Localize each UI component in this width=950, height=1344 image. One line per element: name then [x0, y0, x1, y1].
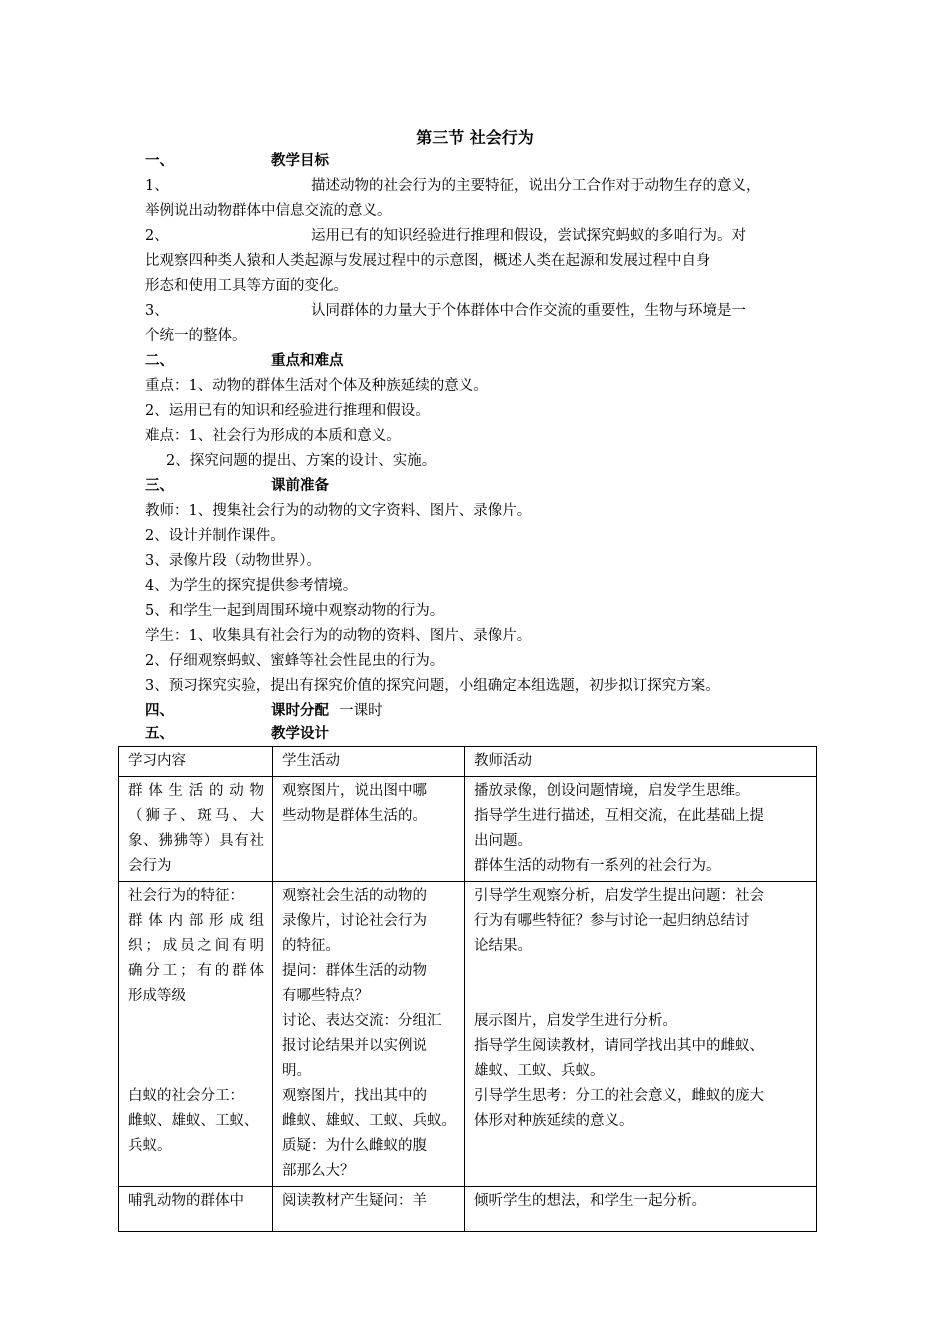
section-heading-3: 三、 课前准备 — [145, 478, 329, 494]
goal-3: 3、 认同群体的力量大于个体群体中合作交流的重要性，生物与环境是一 — [145, 303, 746, 319]
goal-2-cont2: 形态和使用工具等方面的变化。 — [145, 278, 348, 294]
prep-item: 3、预习探究实验，提出有探究价值的探究问题，小组确定本组选题，初步拟订探究方案。 — [145, 678, 720, 694]
teacher-cell: 倾听学生的想法，和学生一起分析。 — [465, 1187, 817, 1232]
difficult-point: 难点：1、社会行为形成的本质和意义。 — [145, 428, 401, 444]
key-point: 2、运用已有的知识和经验进行推理和假设。 — [145, 403, 430, 419]
section-heading-1: 一、 教学目标 — [145, 153, 329, 169]
teacher-cell: 播放录像，创设问题情境，启发学生思维。 指导学生进行描述，互相交流，在此基础上提 出问题。 群体生活的动物有一系列的社会行为。 — [465, 777, 817, 882]
key-point: 重点：1、动物的群体生活对个体及种族延续的意义。 — [145, 378, 488, 394]
goal-1: 1、 描述动物的社会行为的主要特征，说出分工合作对于动物生存的意义， — [145, 178, 761, 194]
section-heading-5: 五、 教学设计 — [145, 726, 329, 742]
difficult-point: 2、探究问题的提出、方案的设计、实施。 — [166, 453, 437, 469]
student-cell: 观察图片，说出图中哪 些动物是群体生活的。 — [273, 777, 465, 882]
content-cell: 群体生活的动物 （狮子、斑马、大 象、狒狒等）具有社 会行为 — [119, 777, 273, 882]
prep-item: 3、录像片段（动物世界）。 — [145, 553, 321, 569]
content-cell: 社会行为的特征： 群体内部形成组 织；成员之间有明 确分工；有的群体 形成等级 白蚁的社会分工： 雌蚁、雄蚁、工蚁、 兵蚁。 — [119, 882, 273, 1187]
header-cell: 学习内容 — [119, 747, 273, 777]
table-row — [119, 777, 817, 882]
table-row — [119, 882, 817, 1187]
prep-item: 4、为学生的探究提供参考情境。 — [145, 578, 358, 594]
section-heading-4: 四、 课时分配 一课时 — [145, 703, 383, 719]
prep-item: 2、设计并制作课件。 — [145, 528, 285, 544]
header-cell: 教师活动 — [465, 747, 817, 777]
table-header-row — [119, 747, 817, 777]
class-hours: 一课时 — [339, 703, 383, 719]
goal-2-cont: 比观察四种类人猿和人类起源与发展过程中的示意图，概述人类在起源和发展过程中自身 — [145, 253, 711, 269]
prep-item: 5、和学生一起到周围环境中观察动物的行为。 — [145, 603, 445, 619]
prep-item: 教师：1、搜集社会行为的动物的文字资料、图片、录像片。 — [145, 503, 532, 519]
page-title: 第三节 社会行为 — [416, 128, 534, 147]
goal-3-cont: 个统一的整体。 — [145, 328, 247, 344]
prep-item: 学生：1、收集具有社会行为的动物的资料、图片、录像片。 — [145, 628, 532, 644]
table-row — [119, 1187, 817, 1232]
content-cell: 哺乳动物的群体中 — [119, 1187, 273, 1232]
section-heading-2: 二、 重点和难点 — [145, 353, 344, 369]
header-cell: 学生活动 — [273, 747, 465, 777]
teacher-cell: 引导学生观察分析，启发学生提出问题：社会 行为有哪些特征？参与讨论一起归纳总结讨 论结果。 展示图片，启发学生进行分析。 指导学生阅读教材，请同学找出其中的雌蚁、 雄蚁、工蚁、兵蚁。 引导学生思考：分工的社会意义，雌蚁的庞大 体形对种族延续的意义。 — [465, 882, 817, 1187]
prep-item: 2、仔细观察蚂蚁、蜜蜂等社会性昆虫的行为。 — [145, 653, 445, 669]
student-cell: 观察社会生活的动物的 录像片，讨论社会行为 的特征。 提问：群体生活的动物 有哪些特点？ 讨论、表达交流：分组汇 报讨论结果并以实例说 明。 观察图片，找出其中的 雌蚁、雄蚁、工蚁、兵蚁。 质疑：为什么雌蚁的腹 部那么大？ — [273, 882, 465, 1187]
student-cell: 阅读教材产生疑问：羊 — [273, 1187, 465, 1232]
goal-2: 2、 运用已有的知识经验进行推理和假设，尝试探究蚂蚁的多咱行为。对 — [145, 228, 746, 244]
goal-1-cont: 举例说出动物群体中信息交流的意义。 — [145, 203, 392, 219]
teaching-design-table — [118, 746, 817, 1232]
